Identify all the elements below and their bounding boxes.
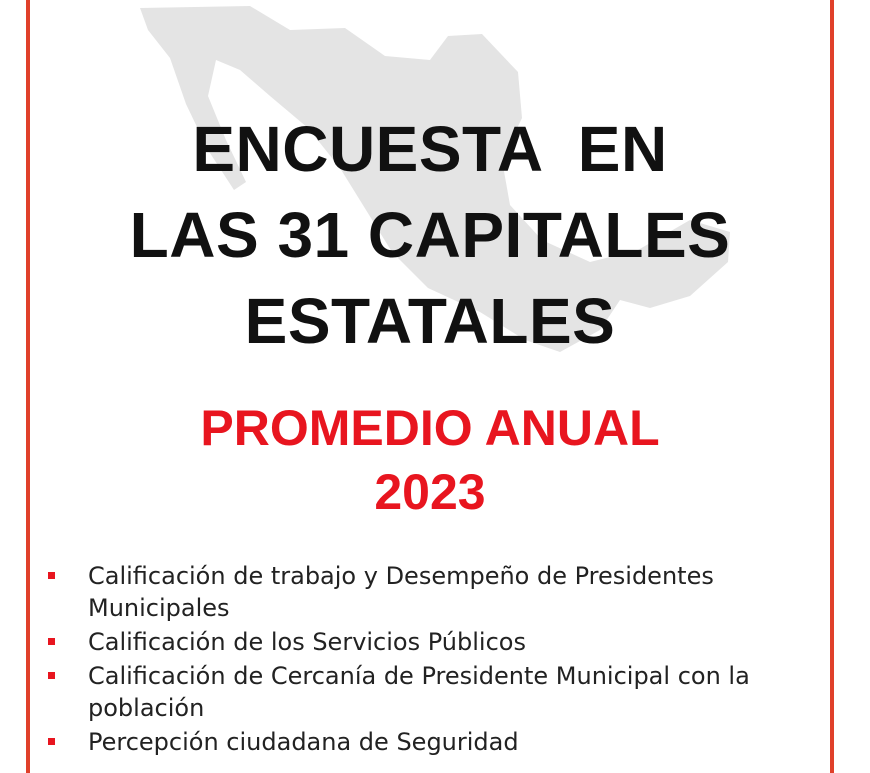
title-line-3: ESTATALES	[244, 285, 616, 357]
red-square-bullet-icon	[48, 572, 55, 579]
subtitle-year: 2023	[374, 464, 486, 520]
subtitle-line-1: PROMEDIO ANUAL	[200, 400, 660, 456]
list-item-text: Calificación de trabajo y Desempeño de Presidentes Municipales	[88, 562, 714, 622]
red-square-bullet-icon	[48, 638, 55, 645]
list-item-text: Percepción ciudadana de Seguridad	[88, 728, 519, 756]
list-item-text: Calificación de los Servicios Públicos	[88, 628, 526, 656]
list-item	[48, 726, 818, 758]
list-item-text: Calificación de Cercanía de Presidente Municipal con la población	[88, 662, 750, 722]
list-item	[48, 660, 818, 724]
list-item	[48, 560, 818, 624]
list-item	[48, 626, 818, 658]
title-line-1: ENCUESTA EN	[192, 113, 668, 185]
subtitle	[40, 396, 820, 524]
left-red-border	[26, 0, 30, 773]
red-square-bullet-icon	[48, 738, 55, 745]
survey-topics-list	[48, 560, 818, 760]
red-square-bullet-icon	[48, 672, 55, 679]
right-red-border	[830, 0, 834, 773]
title-line-2: LAS 31 CAPITALES	[129, 199, 731, 271]
main-title	[40, 106, 820, 364]
